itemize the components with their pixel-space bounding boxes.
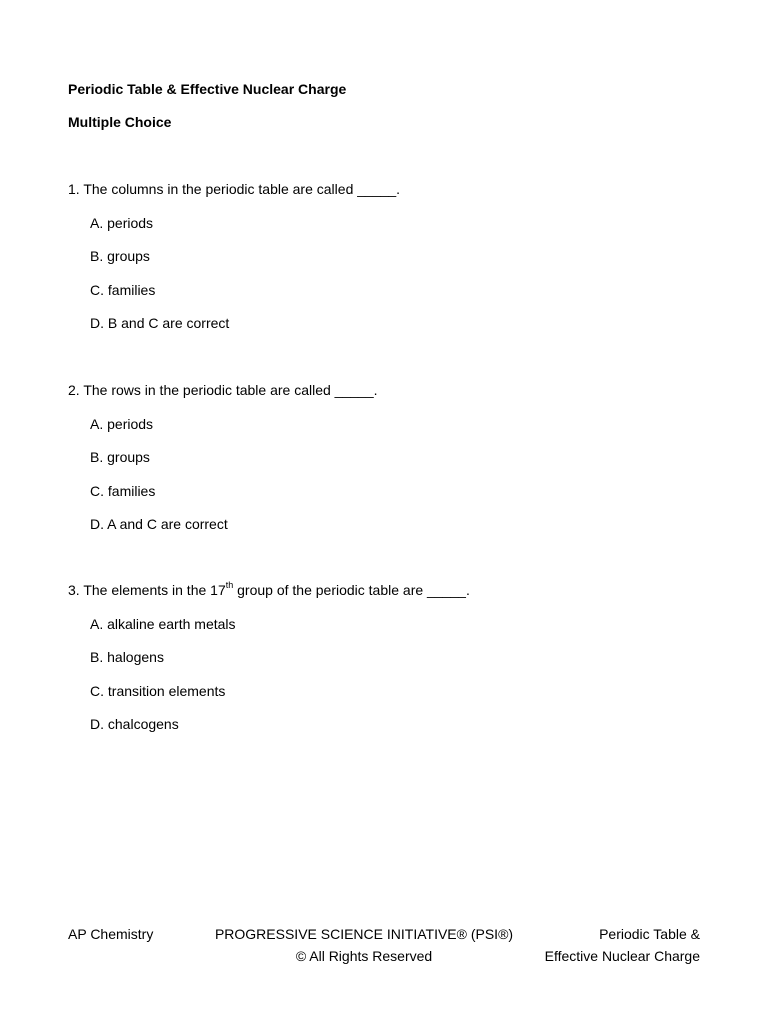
option-a: A. alkaline earth metals <box>90 615 236 632</box>
question-stem <box>68 581 708 599</box>
option-c: C. transition elements <box>90 682 226 699</box>
page-footer <box>68 923 700 967</box>
option-c: C. families <box>90 281 156 298</box>
footer-copyright-block <box>202 923 526 967</box>
option-d: D. B and C are correct <box>90 315 230 331</box>
option-b: B. halogens <box>90 649 164 665</box>
page-title: Periodic Table & Effective Nuclear Charge <box>68 81 347 97</box>
stem-text: group of the periodic table are _____. <box>233 582 470 598</box>
footer-rights: © All Rights Reserved <box>295 948 433 964</box>
options-list <box>68 214 708 333</box>
option-b: B. groups <box>90 248 150 264</box>
question-stem: 1. The columns in the periodic table are called _____. <box>68 181 401 197</box>
option-a: A. periods <box>90 415 154 432</box>
option-d: D. A and C are correct <box>90 516 228 532</box>
question-3 <box>68 581 708 733</box>
footer-topic <box>545 923 700 967</box>
question-2 <box>68 381 708 533</box>
option-d: D. chalcogens <box>90 716 179 732</box>
options-list <box>68 615 708 734</box>
section-title: Multiple Choice <box>68 114 172 130</box>
options-list <box>68 415 708 534</box>
footer-publisher: PROGRESSIVE SCIENCE INITIATIVE® (PSI®) <box>214 926 514 942</box>
footer-course: AP Chemistry <box>68 926 154 942</box>
question-1 <box>68 180 708 332</box>
stem-text: 3. The elements in the 17 <box>68 582 226 598</box>
footer-topic-line1: Periodic Table & <box>599 926 700 942</box>
question-stem: 2. The rows in the periodic table are called _____. <box>68 382 378 398</box>
option-a: A. periods <box>90 214 154 231</box>
ordinal-superscript: th <box>225 580 234 591</box>
footer-topic-line2: Effective Nuclear Charge <box>544 948 700 964</box>
option-b: B. groups <box>90 449 150 465</box>
option-c: C. families <box>90 482 156 499</box>
